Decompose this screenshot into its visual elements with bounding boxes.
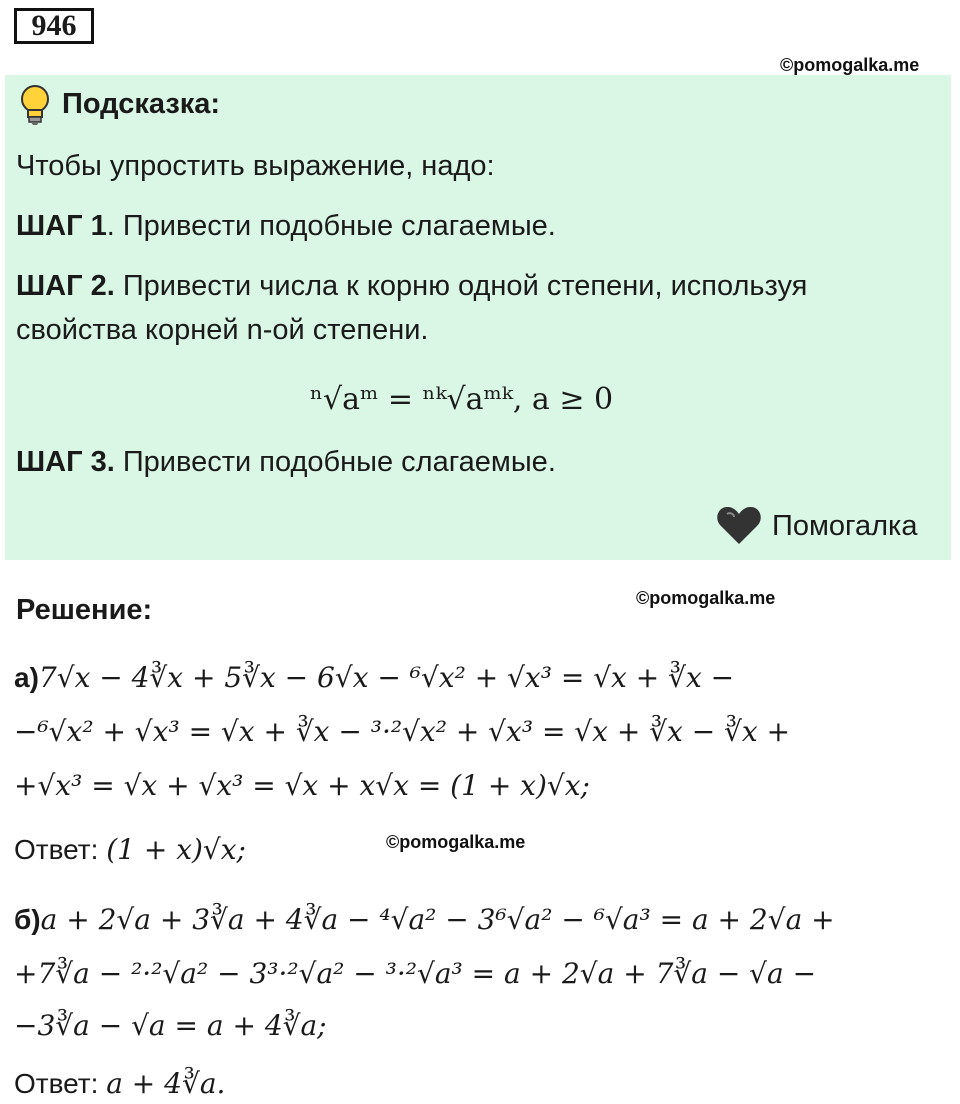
- step-3-label: ШАГ 3.: [16, 446, 115, 478]
- step-2-label: ШАГ 2.: [16, 270, 115, 302]
- answer-value: (1 + x)√x;: [106, 833, 246, 866]
- lightbulb-icon: [18, 84, 52, 126]
- solution-title: Решение:: [16, 594, 153, 626]
- answer-label: Ответ:: [14, 1068, 107, 1099]
- hint-step-3: [16, 444, 556, 480]
- part-b-label: б): [14, 904, 41, 935]
- task-number: 946: [14, 8, 94, 44]
- solution-b-line-3: −3∛a − √a = a + 4∛a;: [14, 1009, 327, 1042]
- answer-a: [14, 830, 246, 870]
- watermark: ©pomogalka.me: [636, 588, 776, 608]
- watermark: ©pomogalka.me: [780, 55, 920, 75]
- watermark: ©pomogalka.me: [386, 832, 526, 852]
- solution-a-line-1: [14, 658, 734, 698]
- hint-intro: Чтобы упростить выражение, надо:: [16, 150, 495, 182]
- answer-value: a + 4∛a.: [106, 1067, 226, 1100]
- solution-b-line-2: +7∛a − ²·²√a² − 3³·²√a² − ³·²√a³ = a + 2√a + 7∛a − √a −: [14, 957, 817, 990]
- math-line: 7√x − 4∛x + 5∛x − 6√x − ⁶√x² + √x³ = √x + ∛x −: [38, 661, 735, 694]
- step-1-text: . Привести подобные слагаемые.: [106, 210, 556, 242]
- hint-step-1: [16, 208, 556, 244]
- step-3-text: Привести подобные слагаемые.: [114, 446, 556, 478]
- hint-title: Подсказка:: [62, 88, 221, 120]
- solution-b-line-1: [14, 900, 835, 940]
- hint-step-2-line-2: свойства корней n-ой степени.: [16, 314, 429, 346]
- solution-a-line-3: +√x³ = √x + √x³ = √x + x√x = (1 + x)√x;: [14, 769, 590, 802]
- step-2-text: Привести числа к корню одной степени, используя: [114, 270, 808, 302]
- solution-a-line-2: −⁶√x² + √x³ = √x + ∛x − ³·²√x² + √x³ = √x + ∛x − ∛x +: [14, 715, 791, 748]
- answer-label: Ответ:: [14, 834, 107, 865]
- heart-icon: [716, 504, 762, 546]
- hint-step-2: [16, 268, 807, 304]
- part-a-label: а): [14, 662, 39, 693]
- step-1-label: ШАГ 1: [16, 210, 107, 242]
- answer-b: [14, 1064, 225, 1104]
- brand-name: Помогалка: [772, 510, 918, 542]
- hint-formula: ⁿ√aᵐ = ⁿᵏ√aᵐᵏ, a ≥ 0: [310, 382, 614, 417]
- math-line: a + 2√a + 3∛a + 4∛a − ⁴√a² − 3⁶√a² − ⁶√a³ = a + 2√a +: [40, 903, 835, 936]
